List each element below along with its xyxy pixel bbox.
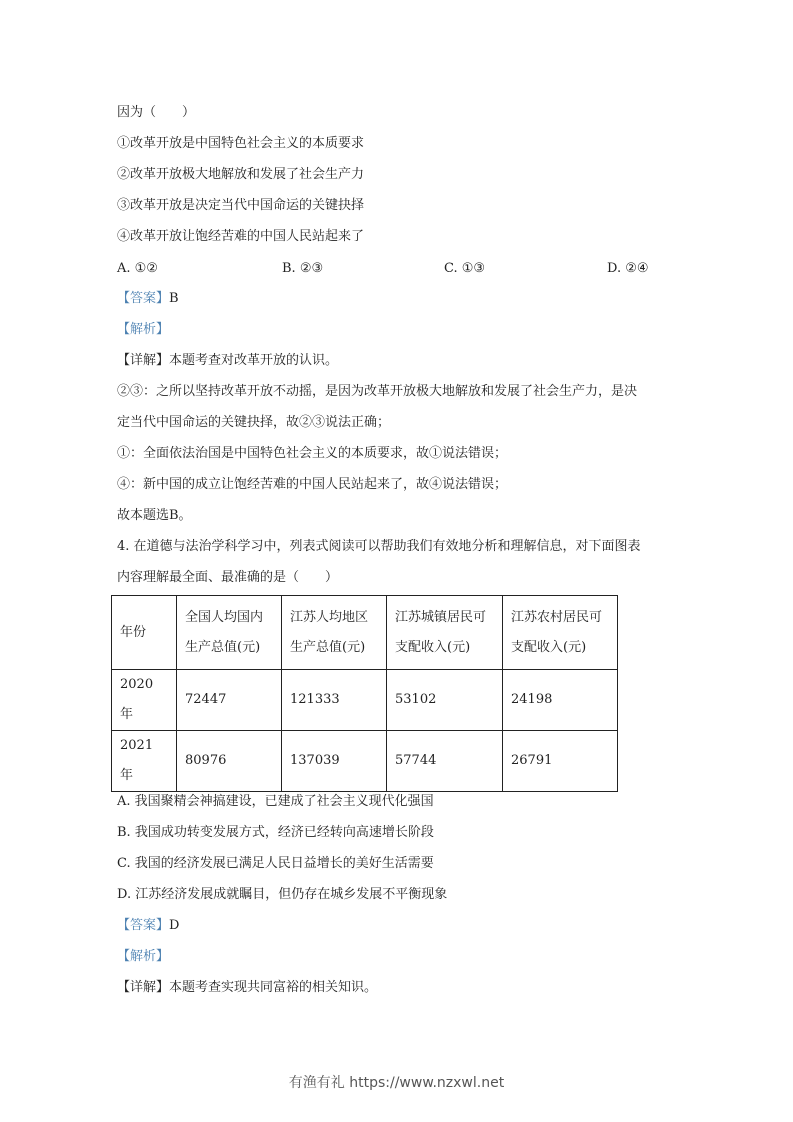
- answer-tag: 【答案】: [117, 291, 170, 306]
- cell: 53102: [387, 670, 503, 731]
- q3-statement-1: ①改革开放是中国特色社会主义的本质要求: [117, 136, 365, 151]
- q3-option-a: A. ①②: [117, 261, 158, 276]
- q3-detail-4: ①：全面依法治国是中国特色社会主义的本质要求，故①说法错误；: [117, 446, 508, 461]
- data-table: [111, 595, 618, 792]
- q3-option-c: C. ①③: [444, 261, 486, 276]
- table-header-row: [112, 596, 618, 670]
- answer-value: B: [169, 291, 179, 306]
- cell: 2020 年: [112, 670, 177, 731]
- cell: 137039: [282, 731, 387, 792]
- q3-answer: [117, 291, 179, 307]
- footer-watermark: 有渔有礼 https://www.nzxwl.net: [288, 1075, 505, 1091]
- q4-option-b: B. 我国成功转变发展方式，经济已经转向高速增长阶段: [117, 825, 434, 840]
- q3-analysis-tag: 【解析】: [117, 322, 170, 337]
- cell: 121333: [282, 670, 387, 731]
- q3-statement-2: ②改革开放极大地解放和发展了社会生产力: [117, 167, 365, 182]
- header-cell: 江苏城镇居民可 支配收入(元): [387, 596, 503, 670]
- cell: 57744: [387, 731, 503, 792]
- header-cell: 全国人均国内 生产总值(元): [177, 596, 282, 670]
- answer-tag: 【答案】: [117, 918, 170, 933]
- header-cell: 江苏人均地区 生产总值(元): [282, 596, 387, 670]
- q4-detail: 【详解】本题考查实现共同富裕的相关知识。: [117, 980, 378, 995]
- header-cell: 年份: [112, 596, 177, 670]
- header-cell: 江苏农村居民可 支配收入(元): [503, 596, 618, 670]
- q4-answer: [117, 918, 179, 934]
- cell: 72447: [177, 670, 282, 731]
- cell: 26791: [503, 731, 618, 792]
- cell: 2021 年: [112, 731, 177, 792]
- q3-option-d: D. ②④: [607, 261, 649, 276]
- q4-option-a: A. 我国聚精会神搞建设，已建成了社会主义现代化强国: [117, 794, 434, 809]
- q3-detail-3: 定当代中国命运的关键抉择，故②③说法正确；: [117, 415, 391, 430]
- q4-analysis-tag: 【解析】: [117, 949, 170, 964]
- cell: 80976: [177, 731, 282, 792]
- q4-stem-1: 4. 在道德与法治学科学习中，列表式阅读可以帮助我们有效地分析和理解信息，对下面图表: [117, 539, 641, 554]
- table-row: [112, 731, 618, 792]
- q3-statement-4: ④改革开放让饱经苦难的中国人民站起来了: [117, 229, 365, 244]
- q3-detail-6: 故本题选B。: [117, 508, 192, 523]
- q4-option-d: D. 江苏经济发展成就瞩目，但仍存在城乡发展不平衡现象: [117, 887, 448, 902]
- q3-detail-1: 【详解】本题考查对改革开放的认识。: [117, 353, 339, 368]
- q3-stem-tail: 因为（ ）: [117, 105, 196, 120]
- table-row: [112, 670, 618, 731]
- q3-detail-2: ②③：之所以坚持改革开放不动摇，是因为改革开放极大地解放和发展了社会生产力，是决: [117, 384, 638, 399]
- q3-detail-5: ④：新中国的成立让饱经苦难的中国人民站起来了，故④说法错误；: [117, 477, 508, 492]
- cell: 24198: [503, 670, 618, 731]
- answer-value: D: [169, 918, 180, 933]
- q3-option-b: B. ②③: [282, 261, 324, 276]
- q3-statement-3: ③改革开放是决定当代中国命运的关键抉择: [117, 198, 365, 213]
- q4-stem-2: 内容理解最全面、最准确的是（ ）: [117, 570, 339, 585]
- q4-option-c: C. 我国的经济发展已满足人民日益增长的美好生活需要: [117, 856, 434, 871]
